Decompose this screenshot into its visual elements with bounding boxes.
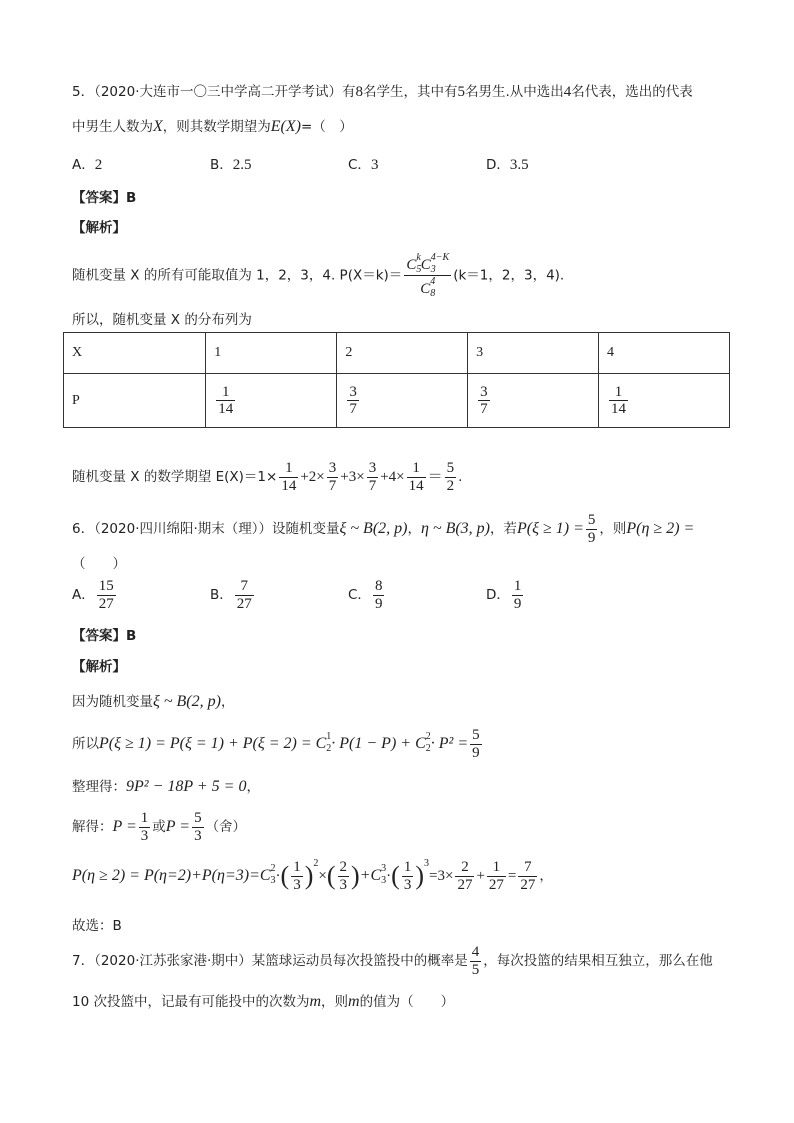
q5-pmf-fraction: $\frac{C_5^kC_3^{4-K}}{C_8^4}$ (406, 252, 450, 299)
q5-dist-line: 所以，随机变量 X 的分布列为 (72, 312, 252, 328)
q6-option-b: B． $\frac{7}{27}$ (210, 578, 252, 612)
q5-line1 (72, 80, 693, 101)
q7-line1: 7．（2020·江苏张家港·期中）某篮球运动员每次投篮投中的概率是 $\frac{4}{5}$ ，每次投篮的结果相互独立，那么在他 (72, 944, 713, 978)
q5-expect: E(X) (270, 118, 301, 135)
fraction: $\frac{1}{14}$ (281, 460, 297, 494)
q6-analysis-label: 【解析】 (72, 659, 126, 675)
q6-number: 6． (72, 521, 95, 537)
q5-pmf-line (72, 252, 564, 299)
fraction: $\frac{5}{2}$ (446, 460, 455, 494)
table-cell (598, 374, 729, 428)
q6-conclusion: 故选：B (72, 918, 122, 934)
q5-num: 4 (563, 84, 572, 100)
table-cell: 3 (468, 333, 599, 374)
table-cell: 2 (337, 333, 468, 374)
fraction: $\frac{4}{5}$ (471, 944, 480, 978)
q6-sol-line3: 整理得：9P² − 18P + 5 = 0， (72, 778, 260, 795)
q5-text: 随机变量 X 的所有可能取值为 1，2，3，4. P(X＝k)＝ (72, 267, 403, 284)
table-cell (337, 374, 468, 428)
q5-text: 有 (342, 84, 356, 100)
fraction: $\frac{5}{3}$ (194, 810, 202, 844)
prob-fraction: $\frac{1}{14}$ (610, 383, 626, 417)
prob-fraction: $\frac{1}{14}$ (218, 383, 234, 417)
fraction: $\frac{5}{9}$ (587, 512, 596, 546)
table-cell (206, 374, 337, 428)
q5-line2 (72, 115, 353, 136)
q6-answer: 【答案】B (72, 628, 137, 644)
q5-analysis-label: 【解析】 (72, 220, 126, 236)
fraction: $\frac{3}{7}$ (328, 460, 337, 494)
q7-number: 7． (72, 953, 95, 969)
q6-blank: （ ） (72, 556, 126, 572)
q7-line2: 10 次投篮中，记最有可能投中的次数为m，则m的值为（ ） (72, 993, 455, 1010)
q5-text: 名代表，选出的代表 (571, 84, 693, 100)
table-row (64, 333, 730, 374)
q6-math: η ~ B(3, p) (420, 520, 491, 537)
q6-math: P(η ≥ 2) = (626, 520, 695, 537)
prob-fraction: $\frac{3}{7}$ (349, 383, 357, 417)
q6-source: （2020·四川绵阳·期末（理）） (94, 521, 273, 537)
q5-text: 随机变量 X 的数学期望 E(X)＝1× (72, 469, 278, 485)
q6-math: P(ξ ≥ 1) = (517, 520, 584, 537)
q6-text: 设随机变量 (272, 521, 340, 537)
fraction: $\frac{1}{3}$ (140, 810, 149, 844)
table-cell (468, 374, 599, 428)
q7-source: （2020·江苏张家港·期中） (94, 953, 252, 969)
q5-expectation-line: 随机变量 X 的数学期望 E(X)＝1× $\frac{1}{14}$ +2× $\frac{3}{7}$ +3× $\frac{3}{7}$ +4× $\frac{1}{14}$ ＝ $\frac{5}{2}$ . (72, 460, 463, 494)
q5-option-b: B．2.5 (210, 157, 252, 173)
q6-option-a: A． $\frac{15}{27}$ (72, 578, 114, 612)
q6-line1: 6．（2020·四川绵阳·期末（理））设随机变量ξ ~ B(2, p)，η ~ B(3, p)，若P(ξ ≥ 1) = $\frac{5}{9}$ ，则P(η ≥ 2) = (72, 512, 695, 546)
q5-text: ，则其数学期望为 (162, 119, 271, 135)
q5-option-c: C．3 (348, 157, 379, 173)
q5-text: =（ ） (300, 119, 353, 135)
fraction: $\frac{5}{9}$ (472, 727, 480, 761)
table-cell: X (64, 333, 206, 374)
fraction: $\frac{3}{7}$ (368, 460, 377, 494)
prob-fraction: $\frac{3}{7}$ (480, 383, 488, 417)
q5-answer: 【答案】B (72, 190, 137, 206)
q5-text: 名男生.从中选出 (465, 84, 564, 100)
q6-sol-line1: 因为随机变量ξ ~ B(2, p)， (72, 693, 235, 710)
table-cell: P (64, 374, 206, 428)
q6-option-c: C． $\frac{8}{9}$ (348, 578, 383, 612)
q6-sol-line5: $P(\eta \ge 2) = P(\eta=2)+P(\eta=3)=C_3^2\cdot$( $\frac{1}{3}$ )$^2$×( $\frac{2}{3}$ )$+C_3^3\cdot$( $\frac{1}{3}$ )$^3$=3× $\frac{2}{27}$ + $\frac{1}{27}$ = $\frac{7}{27}$ ， (72, 858, 553, 893)
table-row (64, 374, 730, 428)
q5-text: (k＝1，2，3，4). (453, 267, 565, 284)
table-cell: 4 (598, 333, 729, 374)
q5-number: 5． (72, 84, 95, 100)
q5-text: 名学生，其中有 (363, 84, 458, 100)
q5-option-d: D．3.5 (486, 157, 529, 173)
q5-num: 8 (355, 84, 363, 100)
q6-sol-line4: 解得：P = $\frac{1}{3}$ 或P = $\frac{5}{3}$ （舍） (72, 810, 247, 844)
q5-text: 中男生人数为 (72, 119, 153, 135)
q5-option-a: A．2 (72, 157, 103, 173)
table-cell: 1 (206, 333, 337, 374)
q5-num: 5 (457, 84, 465, 100)
q6-math: ξ ~ B(2, p) (339, 520, 408, 537)
fraction: $\frac{1}{14}$ (408, 460, 424, 494)
distribution-table (63, 332, 730, 428)
q5-var: X (153, 118, 163, 135)
q5-source: （2020·大连市一〇三中学高二开学考试） (94, 84, 342, 100)
q6-sol-line2: 所以$P(\xi \ge 1) = P(\xi = 1) + P(\xi = 2) = C_2^1\cdot P(1 - P) + C_2^2\cdot P^2$ = $\frac{5}{9}$ (72, 727, 480, 761)
q6-option-d: D． $\frac{1}{9}$ (486, 578, 522, 612)
